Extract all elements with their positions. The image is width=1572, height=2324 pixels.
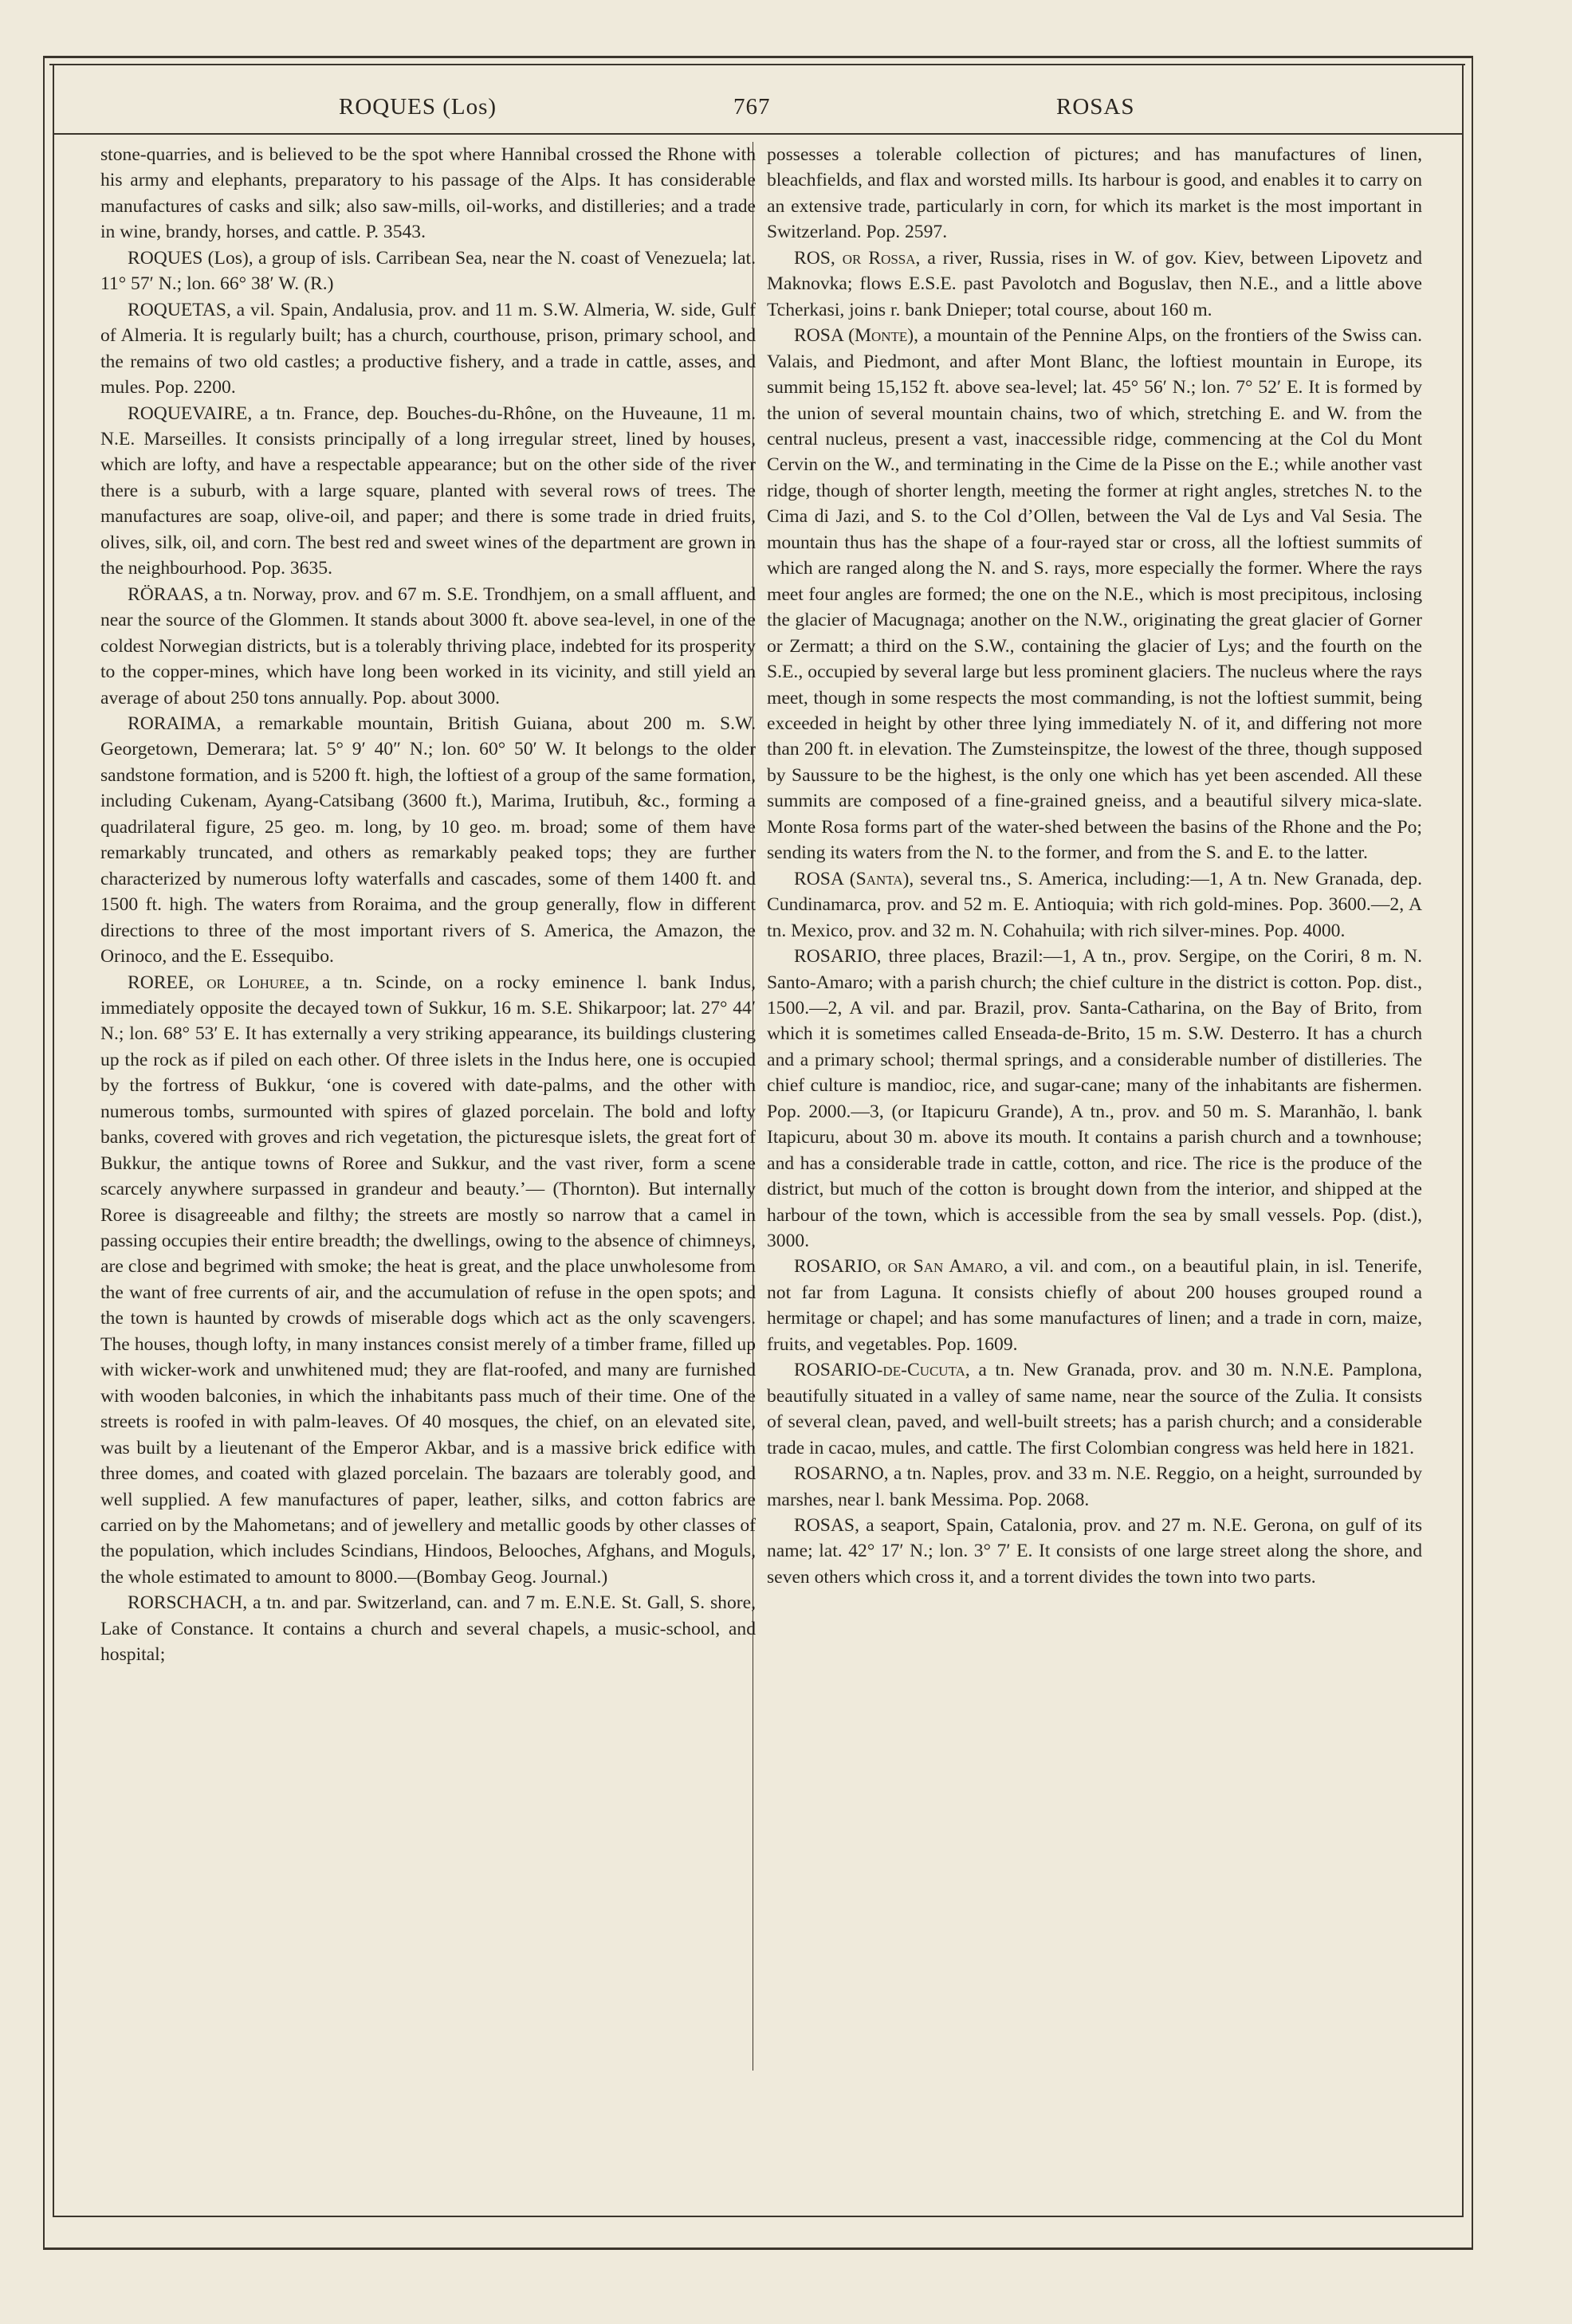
entry-headword: RÖRAAS: [128, 583, 204, 605]
entry-variant: (Monte): [848, 325, 914, 347]
page-number: 767: [733, 94, 771, 120]
entry-headword: ROQUEVAIRE: [128, 402, 248, 424]
entry-roree: ROREE, or Lohuree, a tn. Scinde, on a rocky eminence l. bank Indus, immediately opposite the decayed town of Sukkur, 16 m. S.E. Shikarpoor; lat. 27° 44′ N.; lon. 68° 53′ E. It has externally a very striking appearance, its buildings clustering up the rock as if piled on each other. Of three islets in the Indus here, one is occupied by the fortress of Bukkur, ‘one is covered with date-palms, and the other with numerous tombs, surmounted with spires of glazed porcelain. The bold and lofty banks, covered with groves and rich vegetation, the picturesque islets, the great fort of Bukkur, the antique towns of Roree and Sukkur, and the vast river, form a scene scarcely anywhere surpassed in grandeur and beauty.’— (Thornton). But internally Roree is disagreeable and filthy; the streets are mostly so narrow that a camel in passing occupies their entire breadth; the dwellings, owing to the absence of chimneys, are close and begrimed with smoke; the heat is great, and the place unwholesome from the want of free currents of air, and the accumulation of refuse in the open spots; and the town is haunted by crowds of miserable dogs which act as the only scavengers. The houses, though lofty, in many instances consist merely of a timber frame, filled up with wicker-work and unwhitened mud; they are flat-roofed, and many are furnished with wooden balconies, in which the inhabitants pass much of their time. One of the streets is roofed in with palm-leaves. Of 40 mosques, the chief, on an elevated site, was built by a lieutenant of the Emperor Akbar, and is a massive brick edifice with three domes, and coated with glazed porcelain. The bazaars are tolerably good, and well supplied. A few manufactures of paper, leather, silks, and cotton fabrics are carried on by the Mahometans; and of jewellery and metallic goods by other classes of the population, which includes Scindians, Hindoos, Belooches, Afghans, and Moguls, the whole estimated to amount to 8000.—(Bombay Geog. Journal.): [100, 972, 756, 1588]
entry-roques: ROQUES (Los), a group of isls. Carribean Sea, near the N. coast of Venezuela; lat. 11° 57′ N.; lon. 66° 38′ W. (R.): [100, 247, 756, 295]
entry-continuation: possesses a tolerable collection of pictures; and has manufactures of linen, bleachfields, and flax and worsted mills. Its harbour is good, and enables it to carry on an extensive trade, particularly in corn, for which its market is the most important in Switzerland. Pop. 2597.: [767, 144, 1422, 243]
entry-rorschach: RORSCHACH, a tn. and par. Switzerland, can. and 7 m. E.N.E. St. Gall, S. shore, Lake of Constance. It contains a church and several chapels, a music-school, and hospital;: [100, 1592, 756, 1666]
frame-left-inner: [53, 64, 54, 2216]
entry-continuation: stone-quarries, and is believed to be the spot where Hannibal crossed the Rhone with his army and elephants, preparatory to his passage of the Alps. It has considerable manufactures of casks and silk; also saw-mills, oil-works, and distilleries; and a trade in wine, brandy, horses, and cattle. P. 3543.: [100, 144, 756, 243]
entry-headword: ROSA: [794, 868, 850, 889]
entry-headword: ROQUETAS: [128, 299, 226, 320]
entry-headword: ROSARNO: [794, 1463, 884, 1485]
entry-headword: ROREE: [128, 972, 190, 993]
entry-variant: , or Rossa: [830, 247, 916, 269]
entry-variant: , or Lohuree: [189, 972, 305, 993]
entry-rosas: ROSAS, a seaport, Spain, Catalonia, prov. and 27 m. N.E. Gerona, on gulf of its name; lat. 42° 17′ N.; lon. 3° 7′ E. It consists of one large street along the shore, and seven others which cross it, and a torrent divides the town into two parts.: [767, 1515, 1422, 1588]
entry-ros: ROS, or Rossa, a river, Russia, rises in W. of gov. Kiev, between Lipovetz and Maknovka; flows E.S.E. past Pavolotch and Boguslav, then N.E., and a little above Tcherkasi, joins r. bank Dnieper; total course, about 160 m.: [767, 247, 1422, 320]
frame-top-outer: [43, 56, 1472, 58]
entry-headword: ROSARIO: [794, 1256, 877, 1278]
frame-right-inner: [1462, 64, 1464, 2216]
entry-rosario-san-amaro: ROSARIO, or San Amaro, a vil. and com., on a beautiful plain, in isl. Tenerife, not far from Laguna. It consists chiefly of about 200 houses grouped round a hermitage or chapel; and has some manufactures of linen; and a trade in corn, maize, fruits, and vegetables. Pop. 1609.: [767, 1256, 1422, 1355]
entry-roraas: RÖRAAS, a tn. Norway, prov. and 67 m. S.E. Trondhjem, on a small affluent, and near the source of the Glommen. It stands about 3000 ft. above sea-level, in one of the coldest Norwegian districts, but is a tolerably thriving place, indebted for its prosperity to the copper-mines, which have long been worked in its vicinity, and still yield an average of about 250 tons annually. Pop. about 3000.: [100, 583, 756, 709]
entry-roraima: RORAIMA, a remarkable mountain, British Guiana, about 200 m. S.W. Georgetown, Demerara; lat. 5° 9′ 40″ N.; lon. 60° 50′ W. It belongs to the older sandstone formation, and is 5200 ft. high, the loftiest of a group of the same formation, including Cukenam, Ayang-Catsibang (3600 ft.), Marima, Irutibuh, &c., forming a quadrilateral figure, 25 geo. m. long, by 10 geo. m. broad; some of them have remarkably truncated, and others as remarkably peaked tops; they are further characterized by numerous lofty waterfalls and cascades, some of them 1400 ft. and 1500 ft. high. The waters from Roraima, and the group generally, flow in different directions to three of the most important rivers of S. America, the Amazon, the Orinoco, and the E. Essequibo.: [100, 713, 756, 968]
entry-variant: , or San Amaro: [876, 1256, 1004, 1278]
entry-headword: RORAIMA: [128, 713, 217, 734]
header-right-word: ROSAS: [1056, 94, 1135, 120]
entry-headword: ROSA: [794, 325, 849, 347]
entry-headword: ROQUES (Los): [128, 247, 249, 269]
entry-headword: ROSARIO: [794, 1360, 877, 1381]
entry-headword: ROS: [794, 247, 831, 269]
entry-roquevaire: ROQUEVAIRE, a tn. France, dep. Bouches-du-Rhône, on the Huveaune, 11 m. N.E. Marseilles. It consists principally of a long irregular street, lined by houses, which are lofty, and have a respectable appearance; but on the other side of the river there is a suburb, with a large square, planted with several rows of trees. The manufactures are soap, olive-oil, and paper; and there is some trade in dried fruits, olives, silk, oil, and corn. The best red and sweet wines of the department are grown in the neighbourhood. Pop. 3635.: [100, 402, 756, 579]
entry-variant: (Santa): [849, 868, 910, 889]
entry-rosario-de-cucuta: ROSARIO-de-Cucuta, a tn. New Granada, prov. and 30 m. N.N.E. Pamplona, beautifully situated in a valley of same name, near the source of the Zulia. It consists of several clean, paved, and well-built streets; has a parish church; and a considerable trade in cacao, mules, and cattle. The first Colombian congress was held here in 1821.: [767, 1360, 1422, 1458]
header-left-word: ROQUES (Los): [339, 94, 497, 120]
entry-headword: ROSARIO: [794, 946, 877, 968]
frame-right-outer: [1472, 56, 1473, 2249]
frame-bottom-outer: [43, 2247, 1473, 2250]
left-column: [100, 142, 756, 1668]
frame-top-inner: [49, 64, 1465, 65]
running-header: [56, 94, 1452, 126]
entry-rosarno: ROSARNO, a tn. Naples, prov. and 33 m. N.E. Reggio, on a height, surrounded by marshes, near l. bank Messima. Pop. 2068.: [767, 1463, 1422, 1510]
entry-variant: -de-Cucuta: [876, 1360, 965, 1381]
frame-header-rule: [53, 133, 1462, 135]
entry-rosario-brazil: ROSARIO, three places, Brazil:—1, A tn., prov. Sergipe, on the Coriri, 8 m. N. Santo-Amaro; with a parish church; the chief culture in the district is cotton. Pop. dist., 1500.—2, A vil. and par. Brazil, prov. Santa-Catharina, on the Bay of Brito, from which it is sometimes called Enseada-de-Brito, 15 m. S.W. Desterro. It has a church and a primary school; thermal springs, and a considerable number of distilleries. The chief culture is mandioc, rice, and sugar-cane; many of the inhabitants are fishermen. Pop. 2000.—3, (or Itapicuru Grande), A tn., prov. and 50 m. S. Maranhão, l. bank Itapicuru, about 30 m. above its mouth. It contains a parish church and a townhouse; and has a considerable trade in cattle, cotton, and rice. The rice is the produce of the district, but much of the cotton is brought down from the interior, and shipped at the harbour of the town, which is accessible from the sea by small vessels. Pop. (dist.), 3000.: [767, 946, 1422, 1252]
entry-headword: ROSAS: [794, 1515, 855, 1537]
entry-rosa-santa: ROSA (Santa), several tns., S. America, including:—1, A tn. New Granada, dep. Cundinamarca, prov. and 52 m. E. Antioquia; with rich gold-mines. Pop. 3600.—2, A tn. Mexico, prov. and 32 m. N. Cohahuila; with rich silver-mines. Pop. 4000.: [767, 868, 1422, 941]
frame-bottom-inner: [53, 2216, 1464, 2217]
entry-rosa-monte: ROSA (Monte), a mountain of the Pennine Alps, on the frontiers of the Swiss can. Valais, and Piedmont, and after Mont Blanc, the loftiest mountain in Europe, its summit being 15,152 ft. above sea-level; lat. 45° 56′ N.; lon. 7° 52′ E. It is formed by the union of several mountain chains, two of which, stretching E. and W. from the central nucleus, present a vast, inaccessible ridge, commencing at the Col du Mont Cervin on the W., and terminating in the Cime de la Pisse on the E.; while another vast ridge, though of shorter length, meeting the former at right angles, stretches N. to the Cima di Jazi, and S. to the Col d’Ollen, between the Val de Lys and Val Sesia. The mountain thus has the shape of a four-rayed star or cross, all the loftiest summits of which are ranged along the N. and S. rays, more especially the former. Where the rays meet four angles are formed; the one on the N.E., which is most precipitous, inclosing the glacier of Macugnaga; another on the N.W., originating the great glacier of Gorner or Zermatt; a third on the S.W., containing the glacier of Lys; and the fourth on the S.E., occupied by several large but less prominent glaciers. The nucleus where the rays meet, though in some respects the most commanding, is not the loftiest summit, being exceeded in height by other three lying immediately N. of it, and differing not more than 200 ft. in elevation. The Zumsteinspitze, the lowest of the three, though supposed by Saussure to be the highest, is the only one which has yet been ascended. All these summits are composed of a fine-grained gneiss, and a beautiful silvery mica-slate. Monte Rosa forms part of the water-shed between the basins of the Rhone and the Po; sending its waters from the N. to the former, and from the S. and E. to the latter.: [767, 325, 1422, 864]
frame-left-outer: [43, 56, 45, 2249]
right-column: [767, 142, 1422, 1590]
entry-headword: RORSCHACH: [128, 1592, 243, 1614]
entry-roquetas: ROQUETAS, a vil. Spain, Andalusia, prov. and 11 m. S.W. Almeria, W. side, Gulf of Almeria. It is regularly built; has a church, courthouse, prison, primary school, and the remains of two old castles; a productive fishery, and a trade in cattle, asses, and mules. Pop. 2200.: [100, 299, 756, 398]
